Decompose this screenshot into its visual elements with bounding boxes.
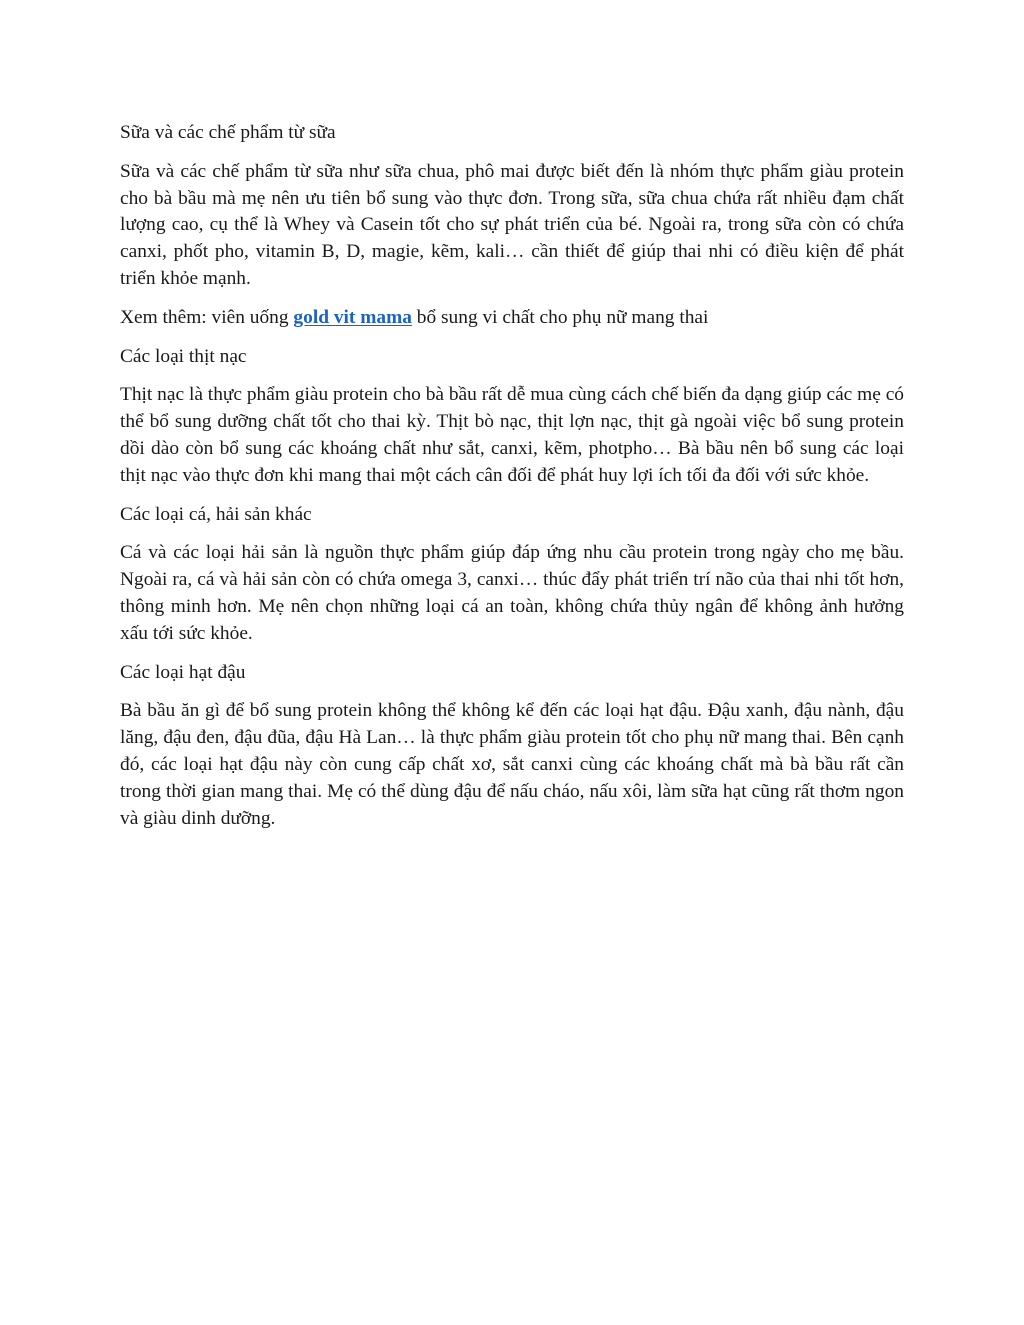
section-body-fish-seafood: Cá và các loại hải sản là nguồn thực phẩm giúp đáp ứng nhu cầu protein trong ngày cho mẹ bầu. Ngoài ra, cá và hải sản còn có chứa omega 3, canxi… thúc đẩy phát triển trí não của thai nhi tốt hơn, thông minh hơn. Mẹ nên chọn những loại cá an toàn, không chứa thủy ngân để không ảnh hưởng xấu tới sức khỏe. bbox=[120, 542, 904, 644]
section-heading-lean-meat: Các loại thịt nạc bbox=[120, 345, 247, 367]
gold-vit-mama-link[interactable]: gold vit mama bbox=[293, 306, 412, 328]
see-also-prefix: Xem thêm: viên uống bbox=[120, 306, 294, 328]
section-body-beans: Bà bầu ăn gì để bổ sung protein không thể không kể đến các loại hạt đậu. Đậu xanh, đậu nành, đậu lăng, đậu đen, đậu đũa, đậu Hà Lan… là thực phẩm giàu protein tốt cho phụ nữ mang thai. Bên cạnh đó, các loại hạt đậu này còn cung cấp chất xơ, sắt canxi cùng các khoáng chất mà bà bầu rất cần trong thời gian mang thai. Mẹ có thể dùng đậu để nấu cháo, nấu xôi, làm sữa hạt cũng rất thơm ngon và giàu dinh dưỡng. bbox=[120, 700, 904, 829]
section-body-lean-meat: Thịt nạc là thực phẩm giàu protein cho bà bầu rất dễ mua cùng cách chế biến đa dạng giúp các mẹ có thể bổ sung dưỡng chất tốt cho thai kỳ. Thịt bò nạc, thịt lợn nạc, thịt gà ngoài việc bổ sung protein dồi dào còn bổ sung các khoáng chất như sắt, canxi, kẽm, photpho… Bà bầu nên bổ sung các loại thịt nạc vào thực đơn khi mang thai một cách cân đối để phát huy lợi ích tối đa đối với sức khỏe. bbox=[120, 384, 904, 486]
section-heading-dairy: Sữa và các chế phẩm từ sữa bbox=[120, 122, 336, 143]
see-also-line bbox=[120, 305, 904, 332]
section-body-dairy: Sữa và các chế phẩm từ sữa như sữa chua, phô mai được biết đến là nhóm thực phẩm giàu protein cho bà bầu mà mẹ nên ưu tiên bổ sung vào thực đơn. Trong sữa, sữa chua chứa rất nhiều đạm chất lượng cao, cụ thể là Whey và Casein tốt cho sự phát triển của bé. Ngoài ra, trong sữa còn có chứa canxi, phốt pho, vitamin B, D, magie, kẽm, kali… cần thiết để giúp thai nhi có điều kiện để phát triển khỏe mạnh. bbox=[120, 160, 904, 289]
section-heading-fish-seafood: Các loại cá, hải sản khác bbox=[120, 503, 312, 525]
see-also-suffix: bổ sung vi chất cho phụ nữ mang thai bbox=[411, 306, 709, 328]
section-heading-beans: Các loại hạt đậu bbox=[120, 661, 246, 683]
